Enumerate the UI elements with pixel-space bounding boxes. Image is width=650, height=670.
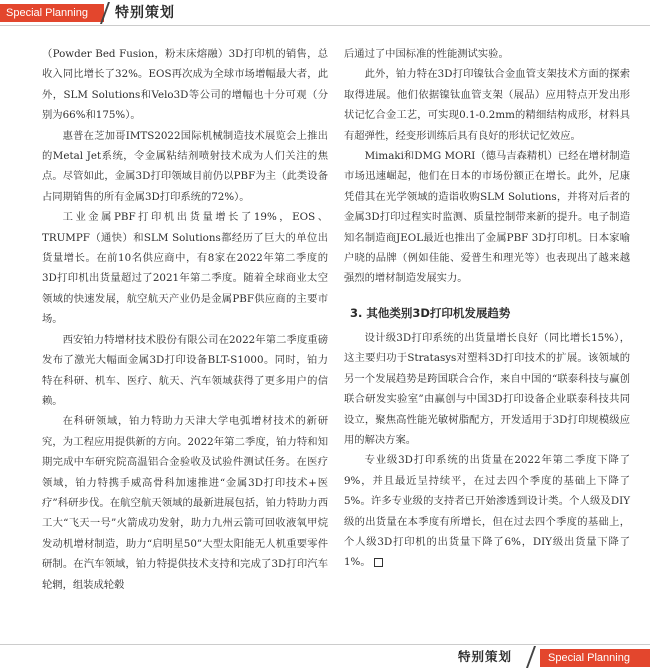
paragraph: Mimaki和DMG MORI（德马吉森精机）已经在增材制造市场迅速崛起，他们在日本的市场份额正在增长。此外，尼康凭借其在光学领域的造诣收购SLM Solutions，并将对后者的金属3D打印过程实时监测、质量控制带来新的提升。电子制造知名制造商JEOL最近也推出了金属PBF 3D打印机。日本家喻户晓的品牌（例如佳能、爱普生和理光等）也表现出了越来越强烈的增材制造发展实力。 — [344, 150, 630, 285]
paragraph-text: 专业级3D打印系统的出货量在2022年第二季度下降了9%，并且最近呈持续平，在过去四个季度的基础上下降了5%。许多专业级的支持者已开始渗透到设计类。个人级及DIY级的出货量在本季度有所增长，但在过去四个季度的基础上，个人级3D打印机的出货量下降了6%，DIY级出货量下降了1%。 — [344, 454, 630, 569]
end-mark-icon — [374, 558, 383, 567]
paragraph: 在科研领域，铂力特助力天津大学电弧增材技术的新研究，为工程应用提供新的方向。2022年第二季度，铂力特和知期完成中车研究院高温铝合金验收及试验件测试任务。在医疗领域，铂力特携手威高骨科加速推进“金属3D打印技术+医疗”科研步伐。在航空航天领域的最新进展包括，铂力特助力西工大“飞天一号”火箭成功发射，助力九州云箭可回收液氧甲烷发动机增材制造，助力“启明星50”大型太阳能无人机重要零件研制。在汽车领域，铂力特提供技术支持和完成了3D打印汽车轮辋，组装成轮毂 — [42, 415, 328, 591]
slash-divider — [526, 646, 536, 668]
footer-title: 特别策划 — [458, 649, 513, 664]
right-column — [344, 44, 630, 573]
header-banner — [0, 0, 650, 26]
footer-banner — [0, 630, 650, 670]
paragraph: 此外，铂力特在3D打印镍钛合金血管支架技术方面的探索取得进展。他们依据镍钛血管支架（展品）应用特点开发出形状记忆合金工艺，可实现0.1-0.2mm的精细结构成形，材料具有超弹性，经变形训练后具有良好的形状记忆效应。 — [344, 68, 630, 142]
paragraph: 设计级3D打印系统的出货量增长良好（同比增长15%），这主要归功于Stratasys对塑料3D打印技术的扩展。该领域的另一个发展趋势是跨国联合合作，来自中国的“联泰科技与赢创联合研发实验室”由赢创与中国3D打印设备企业联泰科技共同设立，聚焦高性能光敏树脂配方，开发适用于3D打印规模级应用的解决方案。 — [344, 331, 630, 446]
section-tag: Special Planning — [0, 4, 104, 22]
header-rule — [0, 25, 650, 26]
paragraph — [344, 450, 630, 572]
paragraph: （Powder Bed Fusion，粉末床熔融）3D打印机的销售，总收入同比增长了32%。EOS再次成为全球市场增幅最大者，此外，SLM Solutions和Velo3D等公司的增幅也十分可观（分别为66%和175%）。 — [42, 48, 328, 122]
paragraph: 工业金属PBF打印机出货量增长了19%，EOS、TRUMPF（通快）和SLM Solutions都经历了巨大的单位出货量增长。在前10名供应商中，有8家在2022年第二季度的3D打印机出货量超过了2021年第二季度。随着全球商业太空领域的快速发展，航空航天产业仍是金属PBF供应商的主要市场。 — [42, 211, 328, 326]
paragraph: 西安铂力特增材技术股份有限公司在2022年第二季度重磅发布了激光大幅面金属3D打印设备BLT-S1000。同时，铂力特在科研、机车、医疗、航天、汽车领域获得了更多用户的信赖。 — [42, 333, 328, 407]
section-heading: 3. 其他类别3D打印机发展趋势 — [350, 305, 511, 320]
left-column — [42, 44, 328, 595]
footer-tag: Special Planning — [540, 649, 650, 667]
paragraph: 后通过了中国标准的性能测试实验。 — [344, 48, 509, 60]
paragraph: 惠普在芝加哥IMTS2022国际机械制造技术展览会上推出的Metal Jet系统，令金属粘结剂喷射技术成为人们关注的焦点。尽管如此，金属3D打印领域目前仍以PBF为主（此类设备占同期销售的所有金属3D打印系统的72%）。 — [42, 129, 328, 203]
section-title: 特别策划 — [115, 5, 175, 21]
footer-rule — [0, 644, 650, 645]
